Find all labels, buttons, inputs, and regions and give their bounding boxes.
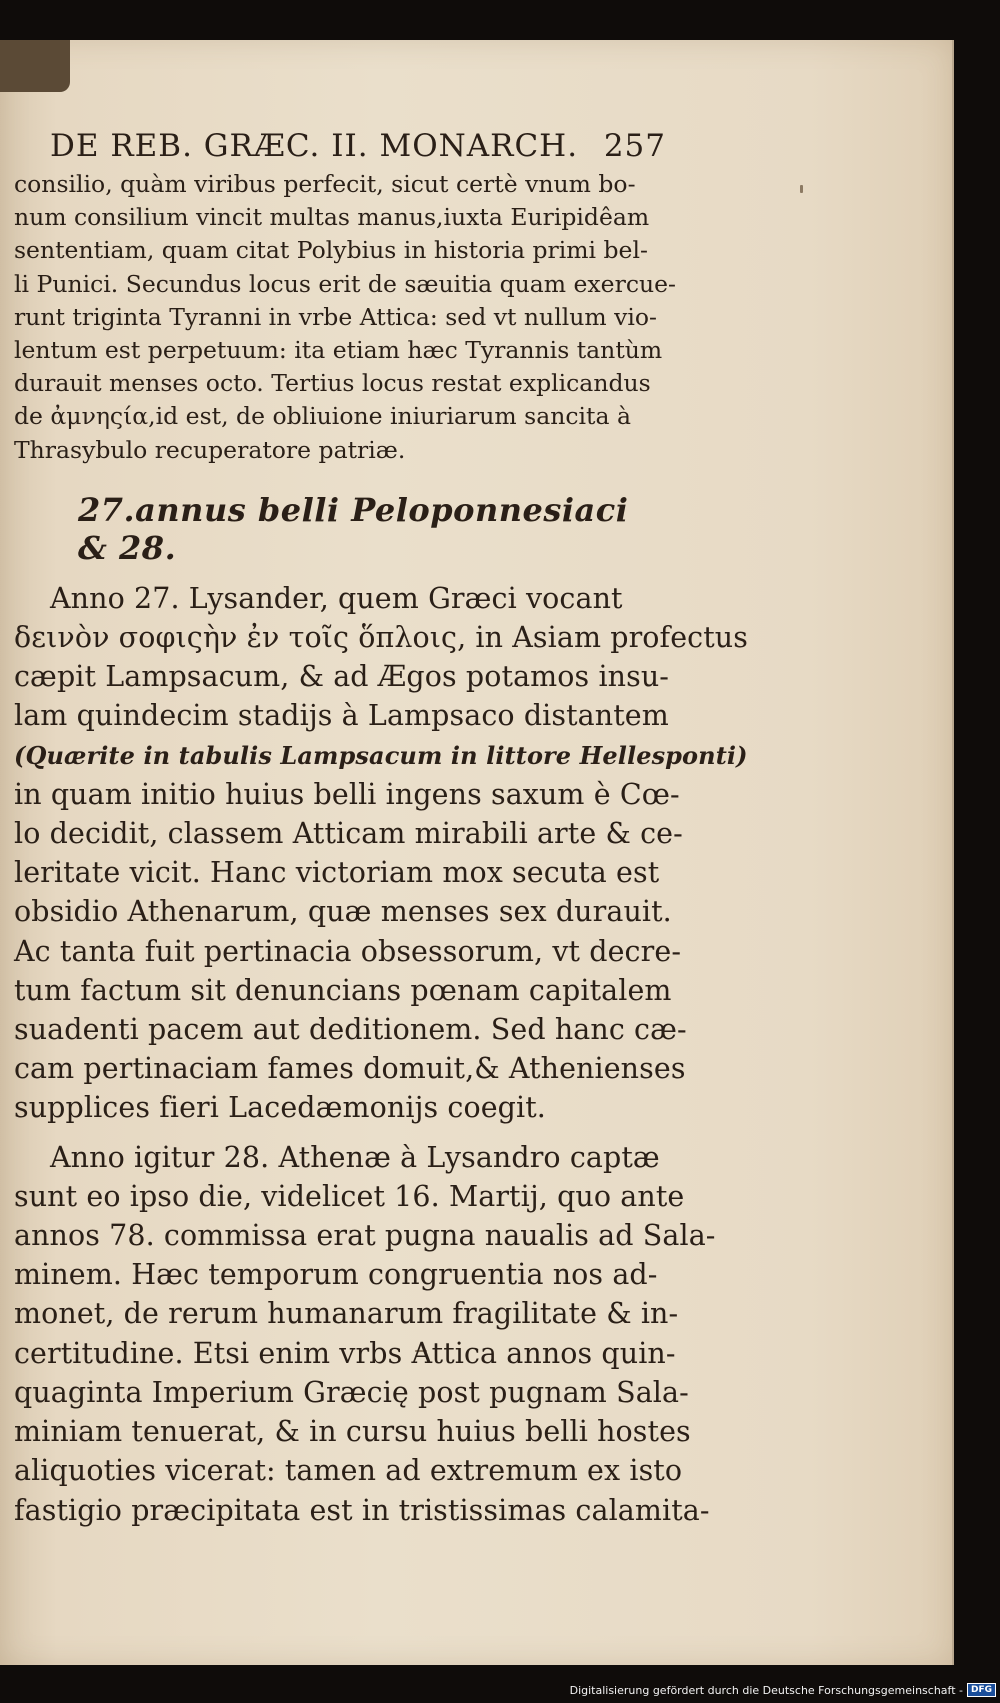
digitization-credit [570,1683,996,1697]
text-line: in quam initio huius belli ingens saxum è Cœ- [14,777,680,811]
text-line: Anno igitur 28. Athenæ à Lysandro captæ [50,1140,660,1174]
text-line: δεινὸν σοφιςὴν ἐν τοῖς ὅπλοις, in Asiam profectus [14,621,748,655]
paragraph-3 [14,1138,716,1530]
text-line: quaginta Imperium Græcię post pugnam Sala- [14,1375,689,1409]
page-corner-tab [0,40,70,92]
running-title: DE REB. GRÆC. II. MONARCH. [50,128,579,164]
text-line: tum factum sit denuncians pœnam capitalem [14,973,672,1007]
credit-text: Digitalisierung gefördert durch die Deutsche Forschungsgemeinschaft - [569,1683,963,1697]
text-line: cam pertinaciam fames domuit,& Athenienses [14,1052,686,1086]
text-line: consilio, quàm viribus perfecit, sicut certè vnum bo- [14,170,636,198]
text-line: suadenti pacem aut deditionem. Sed hanc cæ- [14,1013,687,1047]
paragraph-2 [14,579,748,1128]
text-line: Thrasybulo recuperatore patriæ. [14,435,406,464]
text-line: de ἀμνηςία,id est, de obliuione iniuriarum sancita à [14,402,631,431]
book-page [0,40,954,1665]
text-line: Anno 27. Lysander, quem Græci vocant [50,581,623,615]
text-line: (Quærite in tabulis Lampsacum in littore Hellesponti) [14,740,748,770]
text-line: fastigio præcipitata est in tristissimas calamita- [14,1493,710,1527]
text-line: sunt eo ipso die, videlicet 16. Martij, quo ante [14,1179,685,1213]
text-line: sententiam, quam citat Polybius in historia primi bel- [14,236,648,265]
text-line: monet, de rerum humanarum fragilitate & in- [14,1297,679,1331]
paragraph-1 [14,168,676,467]
text-line: durauit menses octo. Tertius locus restat explicandus [14,369,651,398]
page-number: 257 [603,128,666,164]
text-line: lo decidit, classem Atticam mirabili arte & ce- [14,817,683,851]
text-line: supplices fieri Lacedæmonijs coegit. [14,1091,546,1125]
text-line: aliquoties vicerat: tamen ad extremum ex isto [14,1454,683,1488]
text-line: lam quindecim stadijs à Lampsaco distantem [14,699,669,733]
text-line: runt triginta Tyranni in vrbe Attica: sed vt nullum vio- [14,302,657,331]
text-line: minem. Hæc temporum congruentia nos ad- [14,1258,658,1292]
dfg-logo-badge: DFG [967,1683,996,1697]
section-heading: 27.annus belli Peloponnesiaci & 28. [78,490,629,567]
text-line: leritate vicit. Hanc victoriam mox secuta est [14,856,660,890]
text-line: obsidio Athenarum, quæ menses sex durauit. [14,895,672,929]
text-line: lentum est perpetuum: ita etiam hæc Tyrannis tantùm [14,336,663,365]
text-line: miniam tenuerat, & in cursu huius belli hostes [14,1415,691,1449]
text-line: annos 78. commissa erat pugna naualis ad Sala- [14,1219,716,1253]
text-line: cæpit Lampsacum, & ad Ægos potamos insu- [14,660,670,694]
paper-speck [800,185,803,193]
text-line: Ac tanta fuit pertinacia obsessorum, vt decre- [14,934,682,968]
text-line: certitudine. Etsi enim vrbs Attica annos quin- [14,1336,676,1370]
text-line: li Punici. Secundus locus erit de sæuitia quam exercue- [14,269,676,298]
running-header [50,128,666,164]
page-text [14,128,748,1530]
text-line: num consilium vincit multas manus,iuxta Euripidêam [14,203,650,232]
